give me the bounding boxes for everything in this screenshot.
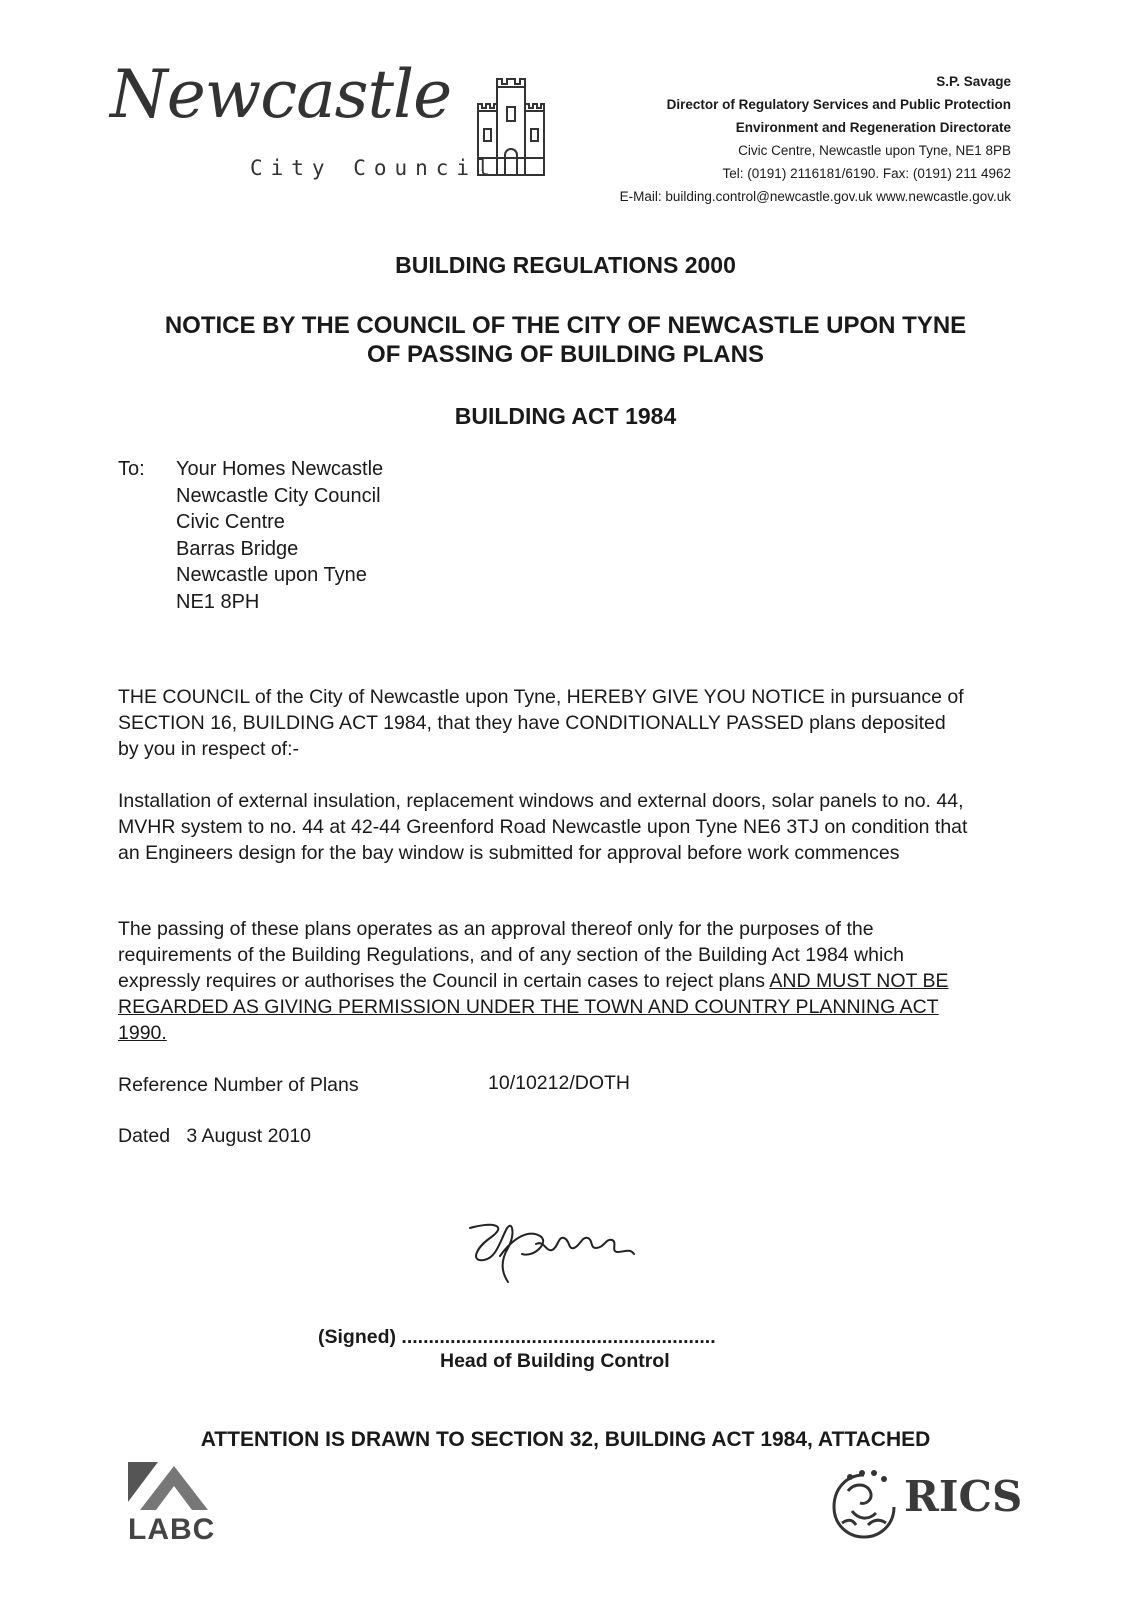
sender-name: S.P. Savage (936, 74, 1011, 89)
signed-line: (Signed) .......................................................... (318, 1326, 716, 1348)
address-line: Newcastle upon Tyne (176, 564, 367, 586)
approval-scope-text: The passing of these plans operates as an approval thereof only for the purposes of the requirements of the Building Regulations, and of any section of the Building Act 1984 which expressly requires or authorises the Council in certain cases to reject plans (118, 918, 904, 992)
recipient-label: To: (118, 458, 145, 480)
sender-directorate: Environment and Regeneration Directorate (735, 120, 1011, 135)
dated-label: Dated (118, 1125, 171, 1147)
signatory-role: Head of Building Control (440, 1350, 670, 1372)
title-regulations: BUILDING REGULATIONS 2000 (395, 252, 736, 278)
address-line: NE1 8PH (176, 590, 260, 613)
reference-number: 10/10212/DOTH (488, 1072, 630, 1094)
rics-wordmark: RICS (904, 1472, 1023, 1521)
sender-title: Director of Regulatory Services and Public Protection (666, 97, 1011, 112)
attention-notice: ATTENTION IS DRAWN TO SECTION 32, BUILDING ACT 1984, ATTACHED (200, 1428, 931, 1451)
title-act: BUILDING ACT 1984 (454, 403, 677, 429)
sender-phone: Tel: (0191) 2116181/6190. Fax: (0191) 211 4962 (722, 166, 1011, 181)
sender-contact-block (620, 70, 1011, 208)
labc-logo-icon (128, 1462, 218, 1510)
title-notice-line1: NOTICE BY THE COUNCIL OF THE CITY OF NEWCASTLE UPON TYNE (164, 312, 967, 339)
address-line: Your Homes Newcastle (176, 458, 384, 480)
council-logo-wordmark: Newcastle (110, 56, 452, 133)
labc-wordmark: LABC (128, 1513, 216, 1546)
sender-email-web: E-Mail: building.control@newcastle.gov.uk www.newcastle.gov.uk (619, 189, 1011, 204)
handwritten-signature (460, 1208, 680, 1298)
dated-value: 3 August 2010 (186, 1125, 312, 1147)
reference-label: Reference Number of Plans (118, 1074, 359, 1096)
castle-crest-icon (475, 73, 547, 177)
address-line: Barras Bridge (176, 537, 299, 560)
rics-lion-icon (828, 1467, 900, 1543)
works-description-paragraph: Installation of external insulation, replacement windows and external doors, solar panels to no. 44, MVHR system to no. 44 at 42-44 Greenford Road Newcastle upon Tyne NE6 3TJ on condition that an Engineers design for the bay window is submitted for approval before work commences (118, 790, 968, 864)
dated-line (118, 1125, 311, 1148)
approval-scope-paragraph (118, 916, 988, 1046)
sender-address: Civic Centre, Newcastle upon Tyne, NE1 8PB (738, 143, 1011, 158)
address-line: Newcastle City Council (176, 484, 381, 507)
council-logo-subtitle: City Council (250, 156, 498, 180)
planning-permission-warning: AND MUST NOT BE REGARDED AS GIVING PERMISSION UNDER THE TOWN AND COUNTRY PLANNING ACT 1990. (118, 970, 949, 1044)
recipient-address (176, 456, 383, 615)
title-notice-line2: OF PASSING OF BUILDING PLANS (367, 341, 764, 368)
address-line: Civic Centre (176, 511, 285, 533)
notice-paragraph: THE COUNCIL of the City of Newcastle upon Tyne, HEREBY GIVE YOU NOTICE in pursuance of SECTION 16, BUILDING ACT 1984, that they have CONDITIONALLY PASSED plans deposited by you in respect of:- (118, 686, 964, 760)
